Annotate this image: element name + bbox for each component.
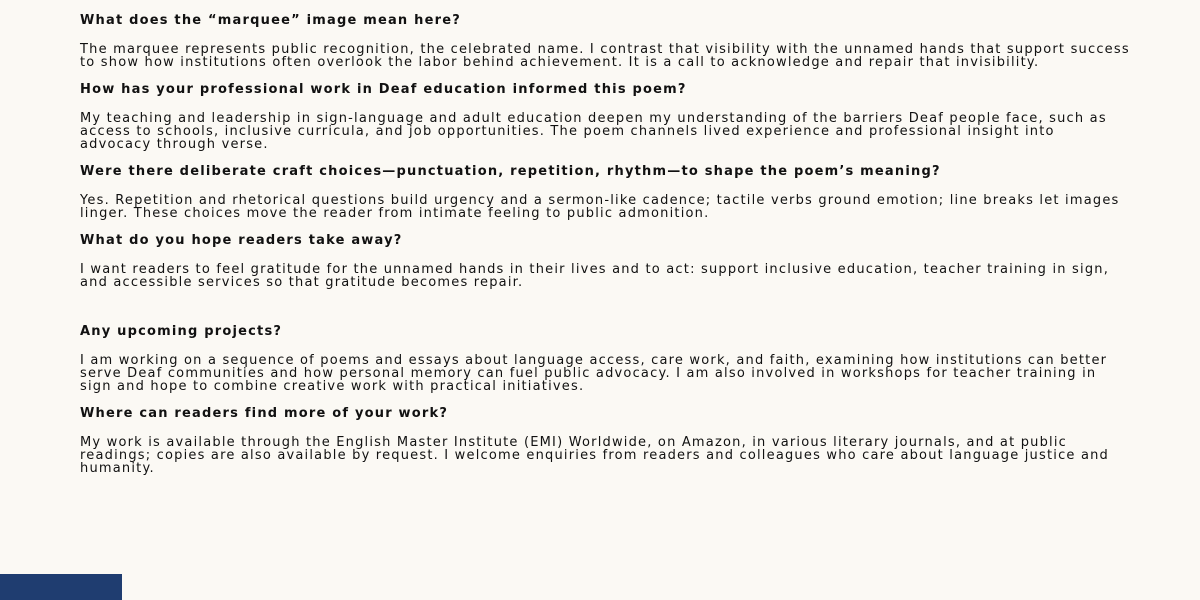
- faq-item-find-work: [80, 407, 1130, 475]
- faq-answer: My work is available through the English Master Institute (EMI) Worldwide, on Amazon, in various literary journals, and at public readings; copies are also available by request. I welcome enquiries from readers and colleagues who care about language justice and humanity.: [80, 435, 1110, 476]
- faq-item-craft-choices: [80, 165, 1130, 220]
- faq-item-marquee: [80, 14, 1130, 69]
- faq-question: Any upcoming projects?: [80, 324, 283, 339]
- faq-content: [80, 14, 1130, 489]
- faq-question: Were there deliberate craft choices—punctuation, repetition, rhythm—to shape the poem’s meaning?: [80, 164, 941, 179]
- faq-question: What do you hope readers take away?: [80, 233, 403, 248]
- faq-answer: I am working on a sequence of poems and essays about language access, care work, and faith, examining how institutions can better serve Deaf communities and how personal memory can fuel public advocacy. I am also involved in workshops for teacher training in sign and hope to combine creative work with practical initiatives.: [80, 353, 1108, 394]
- faq-answer: The marquee represents public recognition, the celebrated name. I contrast that visibility with the unnamed hands that support success to show how institutions often overlook the labor behind achievement. It is a call to acknowledge and repair that invisibility.: [80, 42, 1130, 70]
- faq-answer: Yes. Repetition and rhetorical questions build urgency and a sermon-like cadence; tactile verbs ground emotion; line breaks let images linger. These choices move the reader from intimate feeling to public admonition.: [80, 193, 1120, 221]
- faq-question: What does the “marquee” image mean here?: [80, 13, 461, 28]
- faq-answer: My teaching and leadership in sign-language and adult education deepen my understanding of the barriers Deaf people face, such as access to schools, inclusive curricula, and job opportunities. The poem channels lived experience and professional insight into advocacy through verse.: [80, 111, 1107, 152]
- faq-question: How has your professional work in Deaf education informed this poem?: [80, 82, 687, 97]
- faq-question: Where can readers find more of your work?: [80, 406, 449, 421]
- faq-answer: I want readers to feel gratitude for the unnamed hands in their lives and to act: support inclusive education, teacher training in sign, and accessible services so that gratitude becomes repair.: [80, 262, 1110, 290]
- corner-accent-block: [0, 574, 122, 600]
- faq-item-deaf-education: [80, 83, 1130, 151]
- faq-item-upcoming-projects: [80, 325, 1130, 393]
- faq-item-takeaway: [80, 234, 1130, 289]
